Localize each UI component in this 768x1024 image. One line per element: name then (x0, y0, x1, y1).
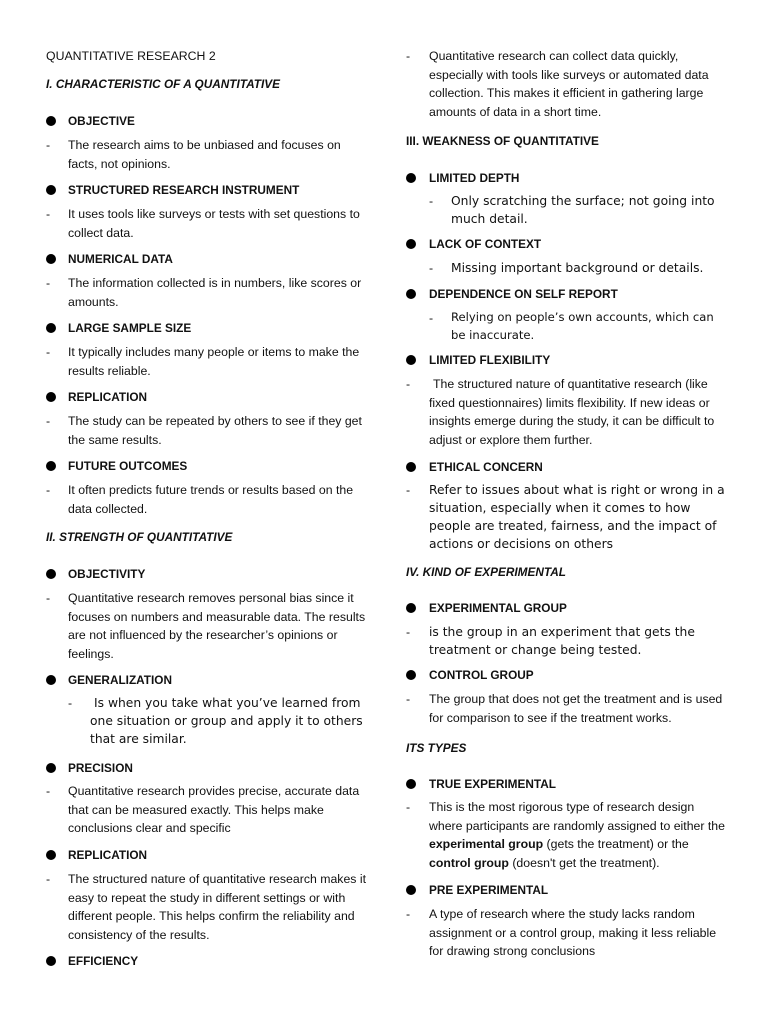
heading-limited-depth: LIMITED DEPTH (429, 171, 520, 185)
heading-objective: OBJECTIVE (68, 114, 135, 128)
heading-numerical-data: NUMERICAL DATA (68, 252, 173, 266)
text-structured-instrument: It uses tools like surveys or tests with set questions to collect data. (68, 207, 360, 240)
dash-marker: - (406, 49, 411, 63)
bullet-icon (46, 675, 56, 685)
dash-marker: - (46, 483, 51, 497)
text-efficiency: Quantitative research can collect data quickly, especially with tools like surveys or automated data collection. This makes it efficient in gathering large amounts of data in a short time. (429, 49, 709, 119)
bullet-icon (46, 461, 56, 471)
dash-marker: - (46, 784, 51, 798)
dash-marker: - (46, 414, 51, 428)
dash-marker: - (406, 625, 411, 639)
text-limited-depth: Only scratching the surface; not going into much detail. (451, 194, 715, 226)
text-future-outcomes: It often predicts future trends or results based on the data collected. (68, 483, 354, 516)
heading-limited-flexibility: LIMITED FLEXIBILITY (429, 353, 551, 367)
dash-marker: - (429, 261, 434, 275)
text-replication: The study can be repeated by others to see if they get the same results. (68, 414, 362, 447)
text-control-group: The group that does not get the treatment and is used for comparison to see if the treatment works. (429, 692, 723, 725)
heading-precision: PRECISION (68, 761, 133, 775)
text-ethical-concern: Refer to issues about what is right or wrong in a situation, especially when it comes to how people are treated, fairness, and the impact of actions or decisions on others (429, 483, 725, 551)
document-title: QUANTITATIVE RESEARCH 2 (46, 49, 216, 63)
dash-marker: - (46, 276, 51, 290)
bullet-icon (46, 116, 56, 126)
term-experimental-group: experimental group (429, 837, 544, 851)
section-title-characteristics: I. CHARACTERISTIC OF A QUANTITATIVE (46, 77, 280, 91)
heading-ethical-concern: ETHICAL CONCERN (429, 460, 543, 474)
bullet-icon (46, 392, 56, 402)
heading-structured-instrument: STRUCTURED RESEARCH INSTRUMENT (68, 183, 300, 197)
heading-objectivity: OBJECTIVITY (68, 567, 146, 581)
dash-marker: - (46, 591, 51, 605)
dash-marker: - (429, 194, 434, 208)
section-title-weakness: III. WEAKNESS OF QUANTITATIVE (406, 134, 599, 148)
text-generalization: Is when you take what you’ve learned from one situation or group and apply it to others that are similar. (90, 696, 363, 746)
bullet-icon (46, 956, 56, 966)
dash-marker: - (68, 696, 73, 710)
bullet-icon (406, 779, 416, 789)
text-large-sample-size: It typically includes many people or items to make the results reliable. (68, 345, 360, 378)
text-lack-of-context: Missing important background or details. (451, 261, 704, 275)
bullet-icon (406, 173, 416, 183)
dash-marker: - (46, 345, 51, 359)
text-pre-experimental: A type of research where the study lacks random assignment or a control group, making it less reliable for drawing strong conclusions (429, 907, 717, 958)
heading-lack-of-context: LACK OF CONTEXT (429, 237, 542, 251)
heading-control-group: CONTROL GROUP (429, 668, 534, 682)
dash-marker: - (406, 800, 411, 814)
dash-marker: - (406, 907, 411, 921)
text-objectivity: Quantitative research removes personal bias since it focuses on numbers and measurable data. The results are not influenced by the researcher’s opinions or feelings. (68, 591, 366, 661)
dash-marker: - (406, 692, 411, 706)
text-numerical-data: The information collected is in numbers, like scores or amounts. (68, 276, 362, 309)
text-precision: Quantitative research provides precise, accurate data that can be measured exactly. This helps make conclusions clear and specific (68, 784, 360, 835)
text-objective: The research aims to be unbiased and focuses on facts, not opinions. (68, 138, 341, 171)
heading-generalization: GENERALIZATION (68, 673, 172, 687)
text-segment: (doesn't get the treatment). (508, 855, 660, 870)
dash-marker: - (46, 207, 51, 221)
bullet-icon (46, 763, 56, 773)
heading-true-experimental: TRUE EXPERIMENTAL (429, 777, 556, 791)
dash-marker: - (46, 138, 51, 152)
text-true-experimental (429, 798, 729, 872)
bullet-icon (46, 850, 56, 860)
text-experimental-group: is the group in an experiment that gets the treatment or change being tested. (429, 625, 695, 657)
dash-marker: - (406, 483, 411, 497)
heading-large-sample-size: LARGE SAMPLE SIZE (68, 321, 192, 335)
term-control-group: control group (429, 855, 509, 870)
text-segment: This is the most rigorous type of research design where participants are randomly assigned to either the (429, 800, 725, 833)
heading-experimental-group: EXPERIMENTAL GROUP (429, 601, 567, 615)
text-self-report: Relying on people’s own accounts, which can be inaccurate. (451, 310, 714, 342)
bullet-icon (46, 569, 56, 579)
bullet-icon (46, 185, 56, 195)
dash-marker: - (429, 311, 434, 325)
heading-replication: REPLICATION (68, 390, 148, 404)
bullet-icon (406, 289, 416, 299)
heading-replication-strength: REPLICATION (68, 848, 148, 862)
dash-marker: - (46, 872, 51, 886)
section-title-strength: II. STRENGTH OF QUANTITATIVE (46, 530, 233, 544)
bullet-icon (46, 254, 56, 264)
text-limited-flexibility: The structured nature of quantitative research (like fixed questionnaires) limits flexibility. If new ideas or insights emerge during the study, it can be difficult to adjust or explore them further. (429, 377, 715, 447)
section-title-its-types: ITS TYPES (406, 741, 467, 755)
dash-marker: - (406, 377, 411, 391)
bullet-icon (406, 355, 416, 365)
bullet-icon (406, 885, 416, 895)
heading-efficiency: EFFICIENCY (68, 954, 139, 968)
section-title-kind-experimental: IV. KIND OF EXPERIMENTAL (406, 565, 566, 579)
heading-self-report: DEPENDENCE ON SELF REPORT (429, 287, 618, 301)
bullet-icon (46, 323, 56, 333)
bullet-icon (406, 462, 416, 472)
bullet-icon (406, 239, 416, 249)
bullet-icon (406, 670, 416, 680)
heading-future-outcomes: FUTURE OUTCOMES (68, 459, 188, 473)
text-replication-strength: The structured nature of quantitative research makes it easy to repeat the study in different settings or with different people. This helps confirm the reliability and consistency of the results. (68, 872, 367, 942)
heading-pre-experimental: PRE EXPERIMENTAL (429, 883, 549, 897)
bullet-icon (406, 603, 416, 613)
text-segment: (gets the treatment) or the (543, 837, 689, 851)
